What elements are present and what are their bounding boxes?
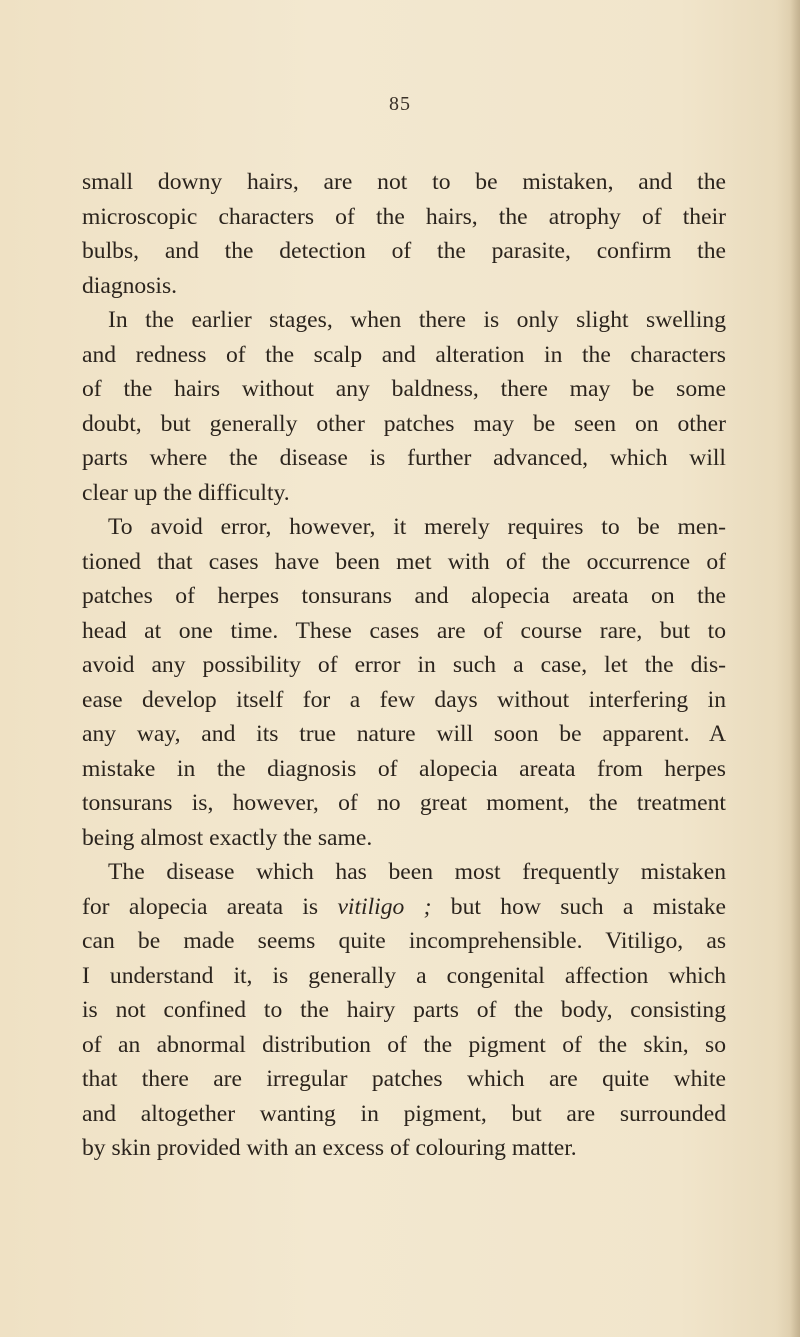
text-line: In the earlier stages, when there is only slight swelling — [108, 307, 726, 333]
text-line: any way, and its true nature will soon be apparent. A — [82, 721, 726, 747]
text-line: The disease which has been most frequently mistaken — [108, 859, 726, 885]
text-line: and altogether wanting in pigment, but are surrounded — [82, 1100, 726, 1127]
text-line: and redness of the scalp and alteration in the characters — [82, 341, 726, 368]
text-fragment: for alopecia areata is — [82, 893, 338, 920]
body-text — [82, 165, 726, 1166]
text-line: To avoid error, however, it merely requires to be men- — [108, 514, 726, 540]
text-line: head at one time. These cases are of course rare, but to — [82, 617, 726, 644]
text-line: avoid any possibility of error in such a case, let the dis- — [82, 652, 726, 678]
text-line: of the hairs without any baldness, there may be some — [82, 376, 726, 402]
text-line: that there are irregular patches which are quite white — [82, 1066, 726, 1092]
text-line: of an abnormal distribution of the pigment of the skin, so — [82, 1031, 726, 1058]
text-line: is not confined to the hairy parts of the body, consisting — [82, 997, 726, 1023]
text-fragment: but how such a mistake — [431, 893, 726, 920]
text-line: small downy hairs, are not to be mistaken, and the — [82, 169, 726, 195]
text-line: diagnosis. — [82, 272, 178, 299]
text-line: by skin provided with an excess of colouring matter. — [82, 1135, 577, 1161]
text-line: tioned that cases have been met with of the occurrence of — [82, 548, 726, 575]
page-edge-shadow — [790, 0, 800, 1337]
page-number: 85 — [389, 93, 411, 115]
text-line: can be made seems quite incomprehensible. Vitiligo, as — [82, 928, 726, 954]
text-line: bulbs, and the detection of the parasite, confirm the — [82, 238, 726, 264]
text-line — [82, 890, 726, 925]
text-line: I understand it, is generally a congenital affection which — [82, 962, 726, 989]
text-line: doubt, but generally other patches may be seen on other — [82, 410, 726, 437]
text-line: patches of herpes tonsurans and alopecia areata on the — [82, 583, 726, 609]
italic-term: vitiligo ; — [337, 893, 432, 920]
text-line: ease develop itself for a few days without interfering in — [82, 686, 726, 713]
text-line: parts where the disease is further advanced, which will — [82, 445, 726, 471]
text-line: being almost exactly the same. — [82, 824, 373, 851]
text-line: mistake in the diagnosis of alopecia areata from herpes — [82, 755, 726, 782]
text-line: microscopic characters of the hairs, the atrophy of their — [82, 203, 726, 230]
text-line: clear up the difficulty. — [82, 479, 290, 506]
text-line: tonsurans is, however, of no great moment, the treatment — [82, 790, 726, 816]
